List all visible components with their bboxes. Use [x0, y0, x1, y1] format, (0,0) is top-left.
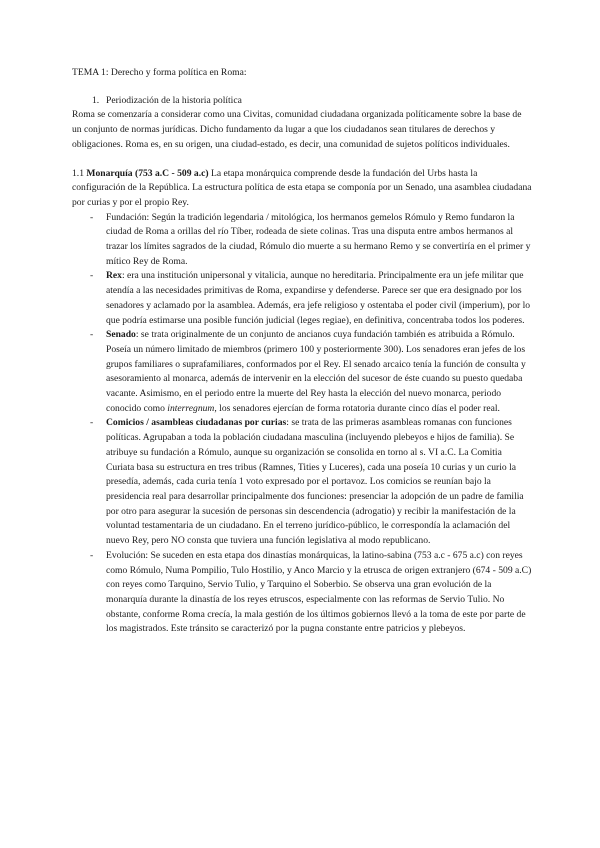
- list-item-evolucion: [72, 549, 532, 637]
- list-item-italic: interregnum: [167, 402, 215, 414]
- section-heading-text: Periodización de la historia política: [106, 94, 242, 106]
- list-item-comicios: [72, 416, 532, 548]
- subsection-paragraph: [72, 167, 532, 211]
- bullet-dash: -: [90, 549, 94, 561]
- document-title: TEMA 1: Derecho y forma política en Roma:: [72, 67, 247, 78]
- bullet-dash: -: [90, 270, 94, 282]
- bullet-dash: -: [90, 211, 94, 223]
- section-number: 1.: [92, 94, 100, 106]
- list-item-body: : se trata originalmente de un conjunto de ancianos cuya fundación también es atribuida a Rómulo. Poseía un número limitado de miembros (primero 100 y posteriormente 300). Los senadores eran jefes de los grupos familiares o suprafamiliares, conformados por el Rey. El senado arcaico tenía la función de consulta y asesoramiento al monarca, además de intervenir en la elección del sucesor de éste cuando su puesto quedaba vacante. Asimismo, en el periodo entre la muerte del Rey hasta la elección del nuevo monarca, periodo conocido como: [106, 329, 526, 414]
- section-heading: [92, 94, 532, 109]
- list-item-text: [106, 328, 532, 416]
- list-item-label: Comicios / asambleas ciudadanas por curias: [106, 417, 287, 429]
- bullet-dash: -: [90, 329, 94, 341]
- subsection-number: 1.1: [72, 167, 84, 179]
- list-item-body: : era una institución unipersonal y vitalicia, aunque no hereditaria. Principalmente era un jefe militar que atendía a las necesidades primitivas de Roma, expandirse y defenderse. Parece ser que era designado por los senadores y aclamado por la asamblea. Además, era jefe religioso y ostentaba el poder civil (imperium), por lo que podría estimarse una posible función judicial (leges regiae), en definitiva, concentraba todos los poderes.: [106, 270, 531, 326]
- list-item-body: : se trata de las primeras asambleas romanas con funciones políticas. Agrupaban a toda la población ciudadana masculina (incluyendo plebeyos e hijos de familia). Se atribuye su fundación a Rómulo, aunque su organización se consolida en torno al s. VI a.C. La Comitia Curiata basa su estructura en tres tribus (Ramnes, Tities y Luceres), cada una poseía 10 curias y un curio la presedía, además, cada curia tenía 1 voto expresado por el portavoz. Los comicios se reunían bajo la presidencia real para desarrollar principalmente dos funciones: presenciar la adopción de un padre de familia por otro para asegurar la sucesión de personas sin descendencia (adrogatio) y recibir la manifestación de la voluntad testamentaria de un ciudadano. En el terreno jurídico-público, le correspondía la aclamación del nuevo Rey, pero NO consta que tuviera una función legislativa al modo republicano.: [106, 417, 524, 547]
- list-item-senado: [72, 328, 532, 416]
- list-item-body-after: , los senadores ejercían de forma rotatoria durante cinco días el poder real.: [214, 402, 500, 414]
- list-item-fundacion: [72, 211, 532, 270]
- subsection-title: Monarquía (753 a.C - 509 a.c): [86, 167, 209, 179]
- list-item-label: Rex: [106, 270, 122, 282]
- bullet-list: [72, 211, 532, 637]
- list-item-text: Fundación: Según la tradición legendaria / mitológica, los hermanos gemelos Rómulo y Remo fundaron la ciudad de Roma a orillas del río Tíber, rodeada de siete colinas. Tras una disputa entre ambos hermanos al trazar los límites sagrados de la ciudad, Rómulo dio muerte a su hermano Remo y se convertiría en el primer y mítico Rey de Roma.: [106, 211, 531, 267]
- subsection-text: La etapa monárquica comprende desde la fundación del Urbs hasta la configuración de la República. La estructura política de esta etapa se componía por un Senado, una asamblea ciudadana por curias y por el propio Rey.: [72, 167, 532, 208]
- list-item-text: Evolución: Se suceden en esta etapa dos dinastías monárquicas, la latino-sabina (753 a.c - 675 a.c) con reyes como Rómulo, Numa Pompilio, Tulo Hostilio, y Anco Marcio y la etrusca de origen extranjero (674 - 509 a.C) con reyes como Tarquino, Servio Tulio, y Tarquino el Soberbio. Se observa una gran evolución de la monarquía durante la dinastía de los reyes etruscos, especialmente con las reformas de Servio Tulio. No obstante, conforme Roma crecía, la mala gestión de los últimos gobiernos llevó a la toma de este por parte de los magistrados. Este tránsito se caracterizó por la pugna constante entre patricios y plebeyos.: [106, 549, 532, 635]
- list-item-text: [106, 416, 532, 548]
- document-page: [72, 66, 532, 637]
- list-item-rex: [72, 269, 532, 328]
- list-item-text: [106, 269, 532, 328]
- list-item-label: Senado: [106, 329, 136, 341]
- paragraph-gap: [72, 153, 532, 167]
- bullet-dash: -: [90, 417, 94, 429]
- section-intro-paragraph: Roma se comenzaría a considerar como una Civitas, comunidad ciudadana organizada políticamente sobre la base de un conjunto de normas jurídicas. Dicho fundamento da lugar a que los ciudadanos sean titulares de derechos y obligaciones. Roma es, en su origen, una ciudad-estado, es decir, una comunidad de sujetos políticos individuales.: [72, 109, 522, 150]
